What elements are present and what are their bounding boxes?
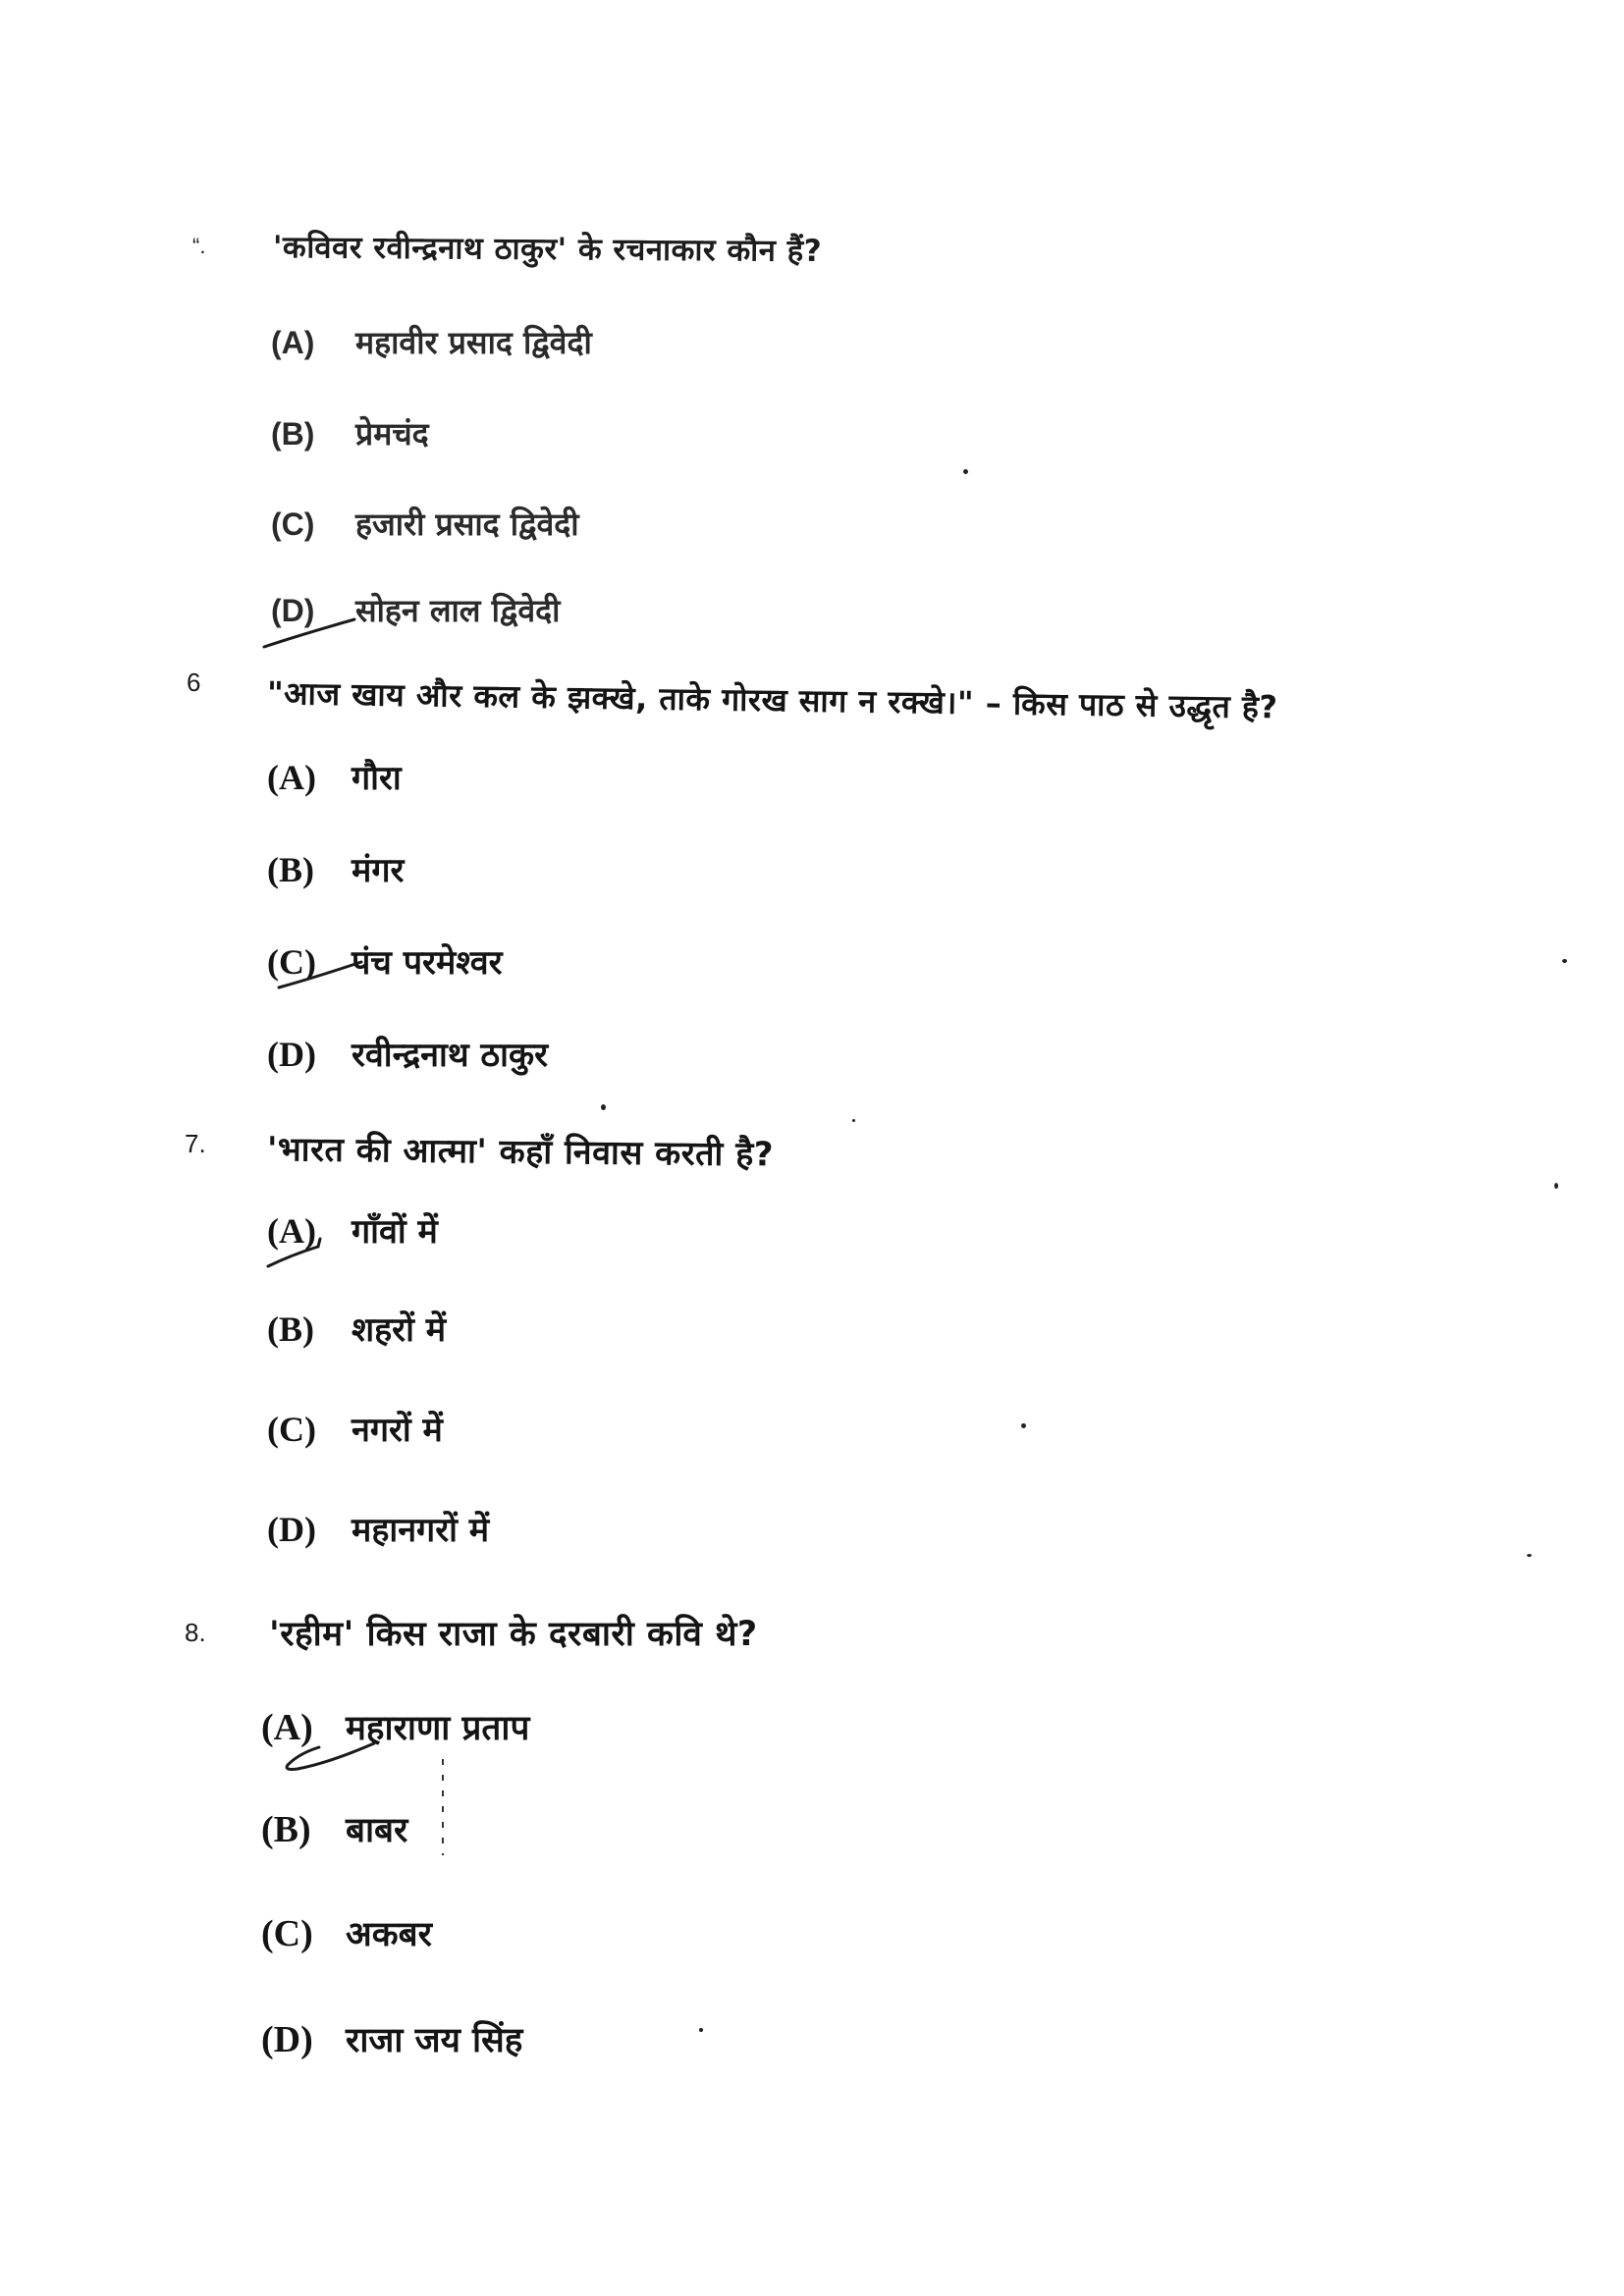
option-b <box>261 1806 407 1852</box>
option-text: रवीन्द्रनाथ ठाकुर <box>352 1036 548 1075</box>
option-b <box>267 846 404 891</box>
option-a <box>271 321 592 363</box>
scan-speck <box>1527 1554 1532 1557</box>
option-a <box>261 1704 529 1750</box>
option-label: (C) <box>267 942 316 982</box>
scan-speck <box>963 469 968 474</box>
option-label: (B) <box>267 850 314 889</box>
option-label: (C) <box>261 1913 313 1954</box>
option-b <box>267 1306 446 1351</box>
question-number: “. <box>192 234 206 258</box>
option-text: महाराणा प्रताप <box>346 1709 530 1748</box>
option-text: पंच परमेश्वर <box>352 943 503 983</box>
question-text: 'भारत की आत्मा' कहाँ निवास करती है? <box>266 1130 775 1175</box>
scan-speck <box>852 1119 855 1122</box>
option-b <box>271 412 429 454</box>
option-c <box>267 938 503 984</box>
option-label: (D) <box>267 1510 316 1549</box>
option-label: (A) <box>261 1707 313 1748</box>
option-text: गाँवों में <box>352 1212 438 1252</box>
question-number: 7. <box>185 1129 206 1158</box>
option-d <box>271 589 560 631</box>
option-label: (D) <box>261 2019 313 2060</box>
option-d <box>267 1506 489 1551</box>
question-number: 6 <box>187 667 201 697</box>
scan-speck <box>601 1104 606 1110</box>
option-label: (C) <box>267 1410 316 1449</box>
option-text: बाबर <box>346 1811 408 1850</box>
question-number: 8. <box>185 1618 206 1647</box>
option-label: (B) <box>271 416 315 452</box>
option-label: (A) <box>267 758 316 797</box>
option-text: प्रेमचंद <box>355 415 429 453</box>
option-text: महानगरों में <box>352 1511 490 1550</box>
option-text: महावीर प्रसाद द्विवेदी <box>355 324 592 361</box>
option-label: (A) <box>267 1211 316 1251</box>
option-a <box>267 754 402 799</box>
option-text: सोहन लाल द्विवेदी <box>355 592 561 629</box>
option-label: (B) <box>267 1309 314 1349</box>
option-label: (D) <box>267 1035 316 1074</box>
option-c <box>267 1406 443 1451</box>
option-c <box>261 1910 432 1956</box>
option-text: नगरों में <box>352 1411 443 1450</box>
option-c <box>271 503 579 545</box>
option-text: गौरा <box>352 759 402 798</box>
pen-dotted-trace <box>438 1757 448 1865</box>
option-text: हजारी प्रसाद द्विवेदी <box>355 506 579 543</box>
option-text: मंगर <box>352 851 405 890</box>
question-text: "आज खाय और कल के झक्खे, ताके गोरख साग न रक्खे।" – किस पाठ से उद्धृत है? <box>266 674 1278 726</box>
option-text: राजा जय सिंह <box>346 2021 523 2060</box>
option-d <box>261 2016 522 2062</box>
option-text: अकबर <box>346 1915 432 1954</box>
option-label: (D) <box>271 593 315 628</box>
option-label: (A) <box>271 325 315 360</box>
question-text: 'कविवर रवीन्द्रनाथ ठाकुर' के रचनाकार कौन हैं? <box>272 230 823 269</box>
scan-speck <box>1021 1423 1026 1428</box>
option-a <box>267 1207 438 1253</box>
option-text: शहरों में <box>352 1310 447 1350</box>
scan-speck <box>1562 959 1567 963</box>
scan-speck <box>699 2028 703 2032</box>
question-text: 'रहीम' किस राजा के दरबारी कवि थे? <box>269 1615 758 1654</box>
option-d <box>267 1031 548 1076</box>
scan-speck <box>1554 1183 1558 1189</box>
option-label: (B) <box>261 1809 311 1850</box>
option-label: (C) <box>271 507 315 542</box>
